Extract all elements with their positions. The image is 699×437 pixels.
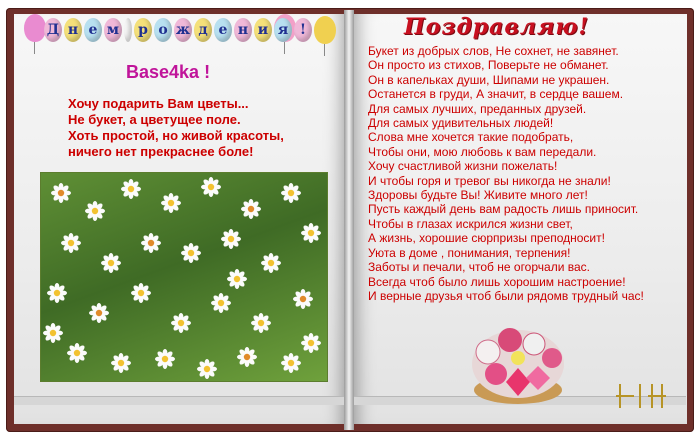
verse-line: И чтобы горя и тревог вы никогда не знали! xyxy=(368,173,611,188)
greeting-title: Поздравляю! xyxy=(404,14,590,40)
poem-line: Хочу подарить Вам цветы... xyxy=(68,96,249,111)
daisy-icon xyxy=(51,183,71,203)
verse-line: А жизнь, хорошие сюрпризы преподносит! xyxy=(368,231,605,246)
poem-line: Хоть простой, но живой красоты, xyxy=(68,128,284,143)
daisy-icon xyxy=(131,283,151,303)
flower-basket-image xyxy=(466,312,570,408)
meadow-illustration xyxy=(41,173,327,381)
verse-line: Уюта в доме , понимания, терпения! xyxy=(368,245,571,260)
verse-line: Чтобы они, мою любовь к вам передали. xyxy=(368,144,597,159)
daisy-icon xyxy=(181,243,201,263)
verse-line: Он просто из стихов, Поверьте не обманет. xyxy=(368,58,609,73)
greeting-verse xyxy=(368,44,686,303)
flower-poem xyxy=(68,96,338,160)
banner-letter: о xyxy=(154,18,172,42)
verse-line: Хочу счастливой жизни пожелать! xyxy=(368,159,558,174)
banner-letter: д xyxy=(194,18,212,42)
daisy-icon xyxy=(67,343,87,363)
verse-line: Останется в груди, А значит, в сердце вашем. xyxy=(368,87,624,102)
daisy-icon xyxy=(301,223,321,243)
daisy-icon xyxy=(121,179,141,199)
verse-line: Для самых удивительных людей! xyxy=(368,116,554,131)
banner-letter: н xyxy=(234,18,252,42)
banner-letter: ж xyxy=(174,18,192,42)
signature-decoration xyxy=(612,374,672,414)
daisy-icon xyxy=(89,303,109,323)
daisy-icon xyxy=(227,269,247,289)
daisy-icon xyxy=(237,347,257,367)
banner-letter: р xyxy=(134,18,152,42)
banner-letter: я xyxy=(274,18,292,42)
verse-line: Для самых лучших, преданных друзей. xyxy=(368,101,587,116)
daisy-icon xyxy=(141,233,161,253)
verse-line: Чтобы в глазах искрился жизни свет, xyxy=(368,216,573,231)
daisy-icon xyxy=(197,359,217,379)
banner-letter: ! xyxy=(294,18,312,42)
left-page-edge xyxy=(14,396,346,405)
daisy-icon xyxy=(221,229,241,249)
daisy-icon xyxy=(251,313,271,333)
banner-letter: н xyxy=(64,18,82,42)
daisy-icon xyxy=(61,233,81,253)
daisy-icon xyxy=(161,193,181,213)
daisy-icon xyxy=(281,353,301,373)
verse-line: Заботы и печали, чтоб не огорчали вас. xyxy=(368,260,590,275)
daisy-icon xyxy=(111,353,131,373)
daisy-icon xyxy=(201,177,221,197)
daisy-icon xyxy=(43,323,63,343)
daisy-icon xyxy=(261,253,281,273)
daisy-icon xyxy=(211,293,231,313)
poem-line: Не букет, а цветущее поле. xyxy=(68,112,241,127)
banner-letter: е xyxy=(214,18,232,42)
banner-letter: е xyxy=(84,18,102,42)
daisy-icon xyxy=(101,253,121,273)
daisy-icon xyxy=(301,333,321,353)
book-spine xyxy=(344,10,354,430)
verse-line: Букет из добрых слов, Не сохнет, не завянет. xyxy=(368,44,619,58)
flower-meadow-image xyxy=(40,172,328,382)
daisy-icon xyxy=(241,199,261,219)
banner-letter: м xyxy=(104,18,122,42)
verse-line: Пусть каждый день вам радость лишь приносит. xyxy=(368,202,639,217)
recipient-name: Base4ka ! xyxy=(126,62,211,82)
banner-letter: и xyxy=(254,18,272,42)
verse-line: Здоровы будьте Вы! Живите много лет! xyxy=(368,188,588,203)
daisy-icon xyxy=(171,313,191,333)
banner-letter: Д xyxy=(44,18,62,42)
daisy-icon xyxy=(293,289,313,309)
verse-line: Он в капельках души, Шипами не украшен. xyxy=(368,72,610,87)
banner-gap xyxy=(124,18,132,42)
verse-line: И верные друзья чтоб были рядомв трудный час! xyxy=(368,288,644,303)
birthday-banner xyxy=(44,18,340,46)
poem-line: ничего нет прекраснее боле! xyxy=(68,144,254,159)
balloon-icon xyxy=(24,14,46,42)
daisy-icon xyxy=(47,283,67,303)
daisy-icon xyxy=(85,201,105,221)
verse-line: Всегда чтоб было лишь хорошим настроение! xyxy=(368,274,626,289)
daisy-icon xyxy=(281,183,301,203)
daisy-icon xyxy=(155,349,175,369)
verse-line: Слова мне хочется такие подобрать, xyxy=(368,130,574,145)
